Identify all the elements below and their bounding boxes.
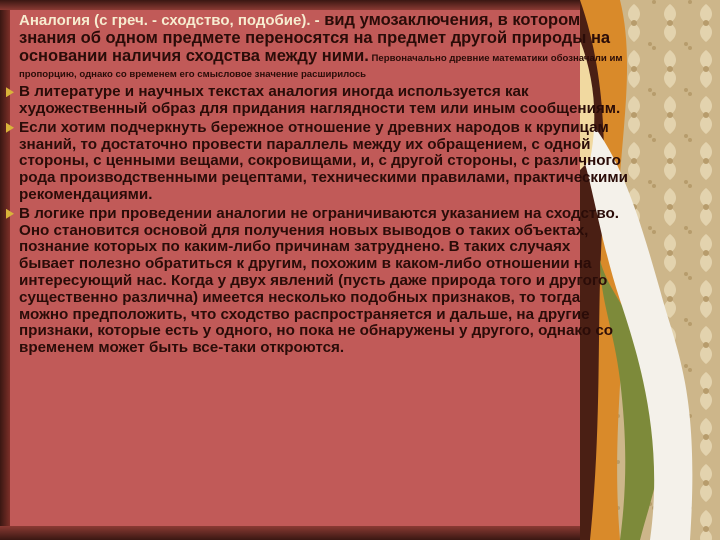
bullet-paragraph [8,206,628,357]
bullet-icon [6,123,14,133]
definition-term: Аналогия (с греч. - сходство, подобие). - [19,12,320,29]
definition-paragraph [8,12,628,82]
paragraph-text: Если хотим подчеркнуть бережное отношение у древних народов к крупицам знаний, то достаточно провести параллель между их обращением, с одной стороны, с ценными вещами, сокровищами, и, с другой стороны, с различного рода производственными рецептами, техническими правилами, практическими рекомендациями. [19,118,628,203]
definition-body: вид умозаключения, в котором знания об одном предмете переносятся на предмет другой природы на основании наличия сходства между ними. [19,11,611,65]
bullet-icon [6,209,14,219]
frame-top [0,0,640,10]
frame-bottom [0,526,640,540]
bullet-paragraph [8,84,628,118]
paragraph-text: В логике при проведении аналогии не ограничиваются указанием на сходство. Оно становится основой для получения новых выводов о таких объектах, познание которых по каким-либо причинам затруднено. В таких случаях бывает полезно обратиться к другим, похожим в каком-либо отношении на интересующий нас. Когда у двух явлений (пусть даже природа того и другого существенно различна) имеется несколько подобных признаков, то тогда можно предположить, что сходство распространяется и дальше, на другие признаки, которые есть у одного, но пока не обнаружены у другого, однако со временем может быть все-таки откроются. [19,204,619,357]
slide-body [8,12,628,359]
bullet-icon [6,87,14,97]
bullet-paragraph [8,120,628,204]
paragraph-text: В литературе и научных текстах аналогия иногда используется как художественный образ для придания наглядности тем или иным сообщениям. [19,83,621,117]
definition-note: Первоначально древние математики обозначали им пропорцию, однако со временем его смысловое значение расширилось [19,52,623,81]
